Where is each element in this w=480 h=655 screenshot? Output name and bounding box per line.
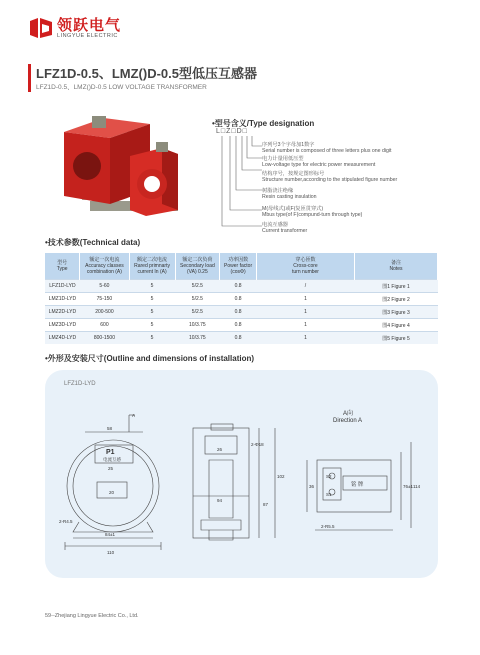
designation-ct: 电流互感器 Current transformer: [262, 222, 308, 234]
table-row: LMZ4D-LYD 800-1500 5 10/3.75 0.8 1 图5 Figure 5: [45, 332, 438, 345]
type-designation-heading: •型号含义/Type designation: [212, 119, 315, 128]
designation-type: M(母线式)或F(复匝贯穿式) Mbus type(of F(compund-turn through type): [262, 206, 363, 218]
dim-87: 87: [263, 502, 269, 507]
type-code: L□Z□D□: [216, 128, 248, 135]
nameplate: 铭 牌: [351, 482, 364, 488]
designation-structure: 结构序号，按规定图形标号 Structure number,according to the stipulated figure number: [262, 171, 398, 183]
plate-text: 电流互感: [103, 457, 121, 462]
dim-102: 102: [277, 474, 285, 479]
dim-84: 84±1: [105, 532, 115, 537]
brand-mark-icon: [28, 17, 54, 39]
col-power-factor: 功率因数 Power factor (cosΦ): [220, 253, 257, 280]
tech-data-table: [45, 253, 438, 344]
col-primary-current: 额定一次电流 Accuracy classes combination (A): [80, 253, 129, 280]
designation-insulation: 树脂浇注绝缘 Resin casting insulation: [262, 188, 317, 200]
designation-lowvoltage: 电力计量用低压型 Low-voltage type for electric power measurement: [262, 156, 376, 168]
table-row: LMZ1D-LYD 75-150 5 5/2.5 0.8 1 图2 Figure 2: [45, 293, 438, 306]
terminal-s1: S1: [326, 492, 332, 497]
table-row: LFZ1D-LYD 5-60 5 5/2.5 0.8 / 图1 Figure 1: [45, 280, 438, 293]
dim-110: 110: [107, 550, 115, 555]
dim-hole: 2-Φ18: [251, 442, 264, 447]
tech-data-heading: •技术参数(Technical data): [45, 238, 141, 247]
brand-name-en: LINGYUE ELECTRIC: [57, 32, 118, 39]
col-turns: 穿心匝数 Cross-core turn number: [257, 253, 355, 280]
dim-58: 58: [107, 426, 113, 431]
col-secondary-load: 额定二次负荷 Secondary load (VA) 0.25: [175, 253, 220, 280]
outline-heading: •外形及安装尺寸(Outline and dimensions of installation): [45, 354, 255, 363]
col-secondary-current: 额定二次电流 Rared primnarty current In (A): [129, 253, 175, 280]
title-accent-bar: [28, 64, 31, 92]
marker-a: A: [132, 413, 136, 418]
page-footer: 59--Zhejiang Lingyue Electric Co., Ltd.: [45, 613, 139, 619]
terminal-s2: S2: [326, 474, 332, 479]
outline-drawing: [45, 370, 438, 578]
dim-26: 26: [217, 447, 223, 452]
brand-logo: [28, 17, 121, 39]
dim-76: 76±1: [403, 484, 413, 489]
direction-en: Direction A: [333, 418, 363, 424]
col-notes: 备注 Notes: [355, 253, 438, 280]
dim-25: 25: [108, 466, 114, 471]
dim-20: 20: [109, 490, 115, 495]
table-row: LMZ3D-LYD 600 5 10/3.75 0.8 1 图4 Figure 4: [45, 319, 438, 332]
page-subtitle: LFZ1D-0.5、LMZ()D-0.5 LOW VOLTAGE TRANSFORMER: [36, 84, 207, 91]
dim-holes2: 2-R5.5: [321, 524, 335, 529]
designation-leader-lines: [214, 134, 266, 234]
direction-cn: A向: [343, 411, 354, 417]
dim-94: 94: [217, 498, 223, 503]
drawing-label: LFZ1D-LYD: [64, 381, 96, 387]
page-title: LFZ1D-0.5、LMZ()D-0.5型低压互感器: [36, 66, 258, 81]
dim-slot: 2-R4.5: [59, 519, 73, 524]
designation-serial: 序列号3个字母加1数字 Serial number is composed of three letters plus one digit: [262, 142, 392, 154]
dim-114: 114: [413, 484, 421, 489]
brand-name-cn: 领跃电气: [57, 16, 122, 34]
table-row: LMZ2D-LYD 200-500 5 5/2.5 0.8 1 图3 Figure 3: [45, 306, 438, 319]
product-photo: [52, 112, 192, 222]
dim-36: 36: [309, 484, 315, 489]
plate-p1: P1: [106, 449, 115, 456]
col-type: 型号 Type: [45, 253, 80, 280]
